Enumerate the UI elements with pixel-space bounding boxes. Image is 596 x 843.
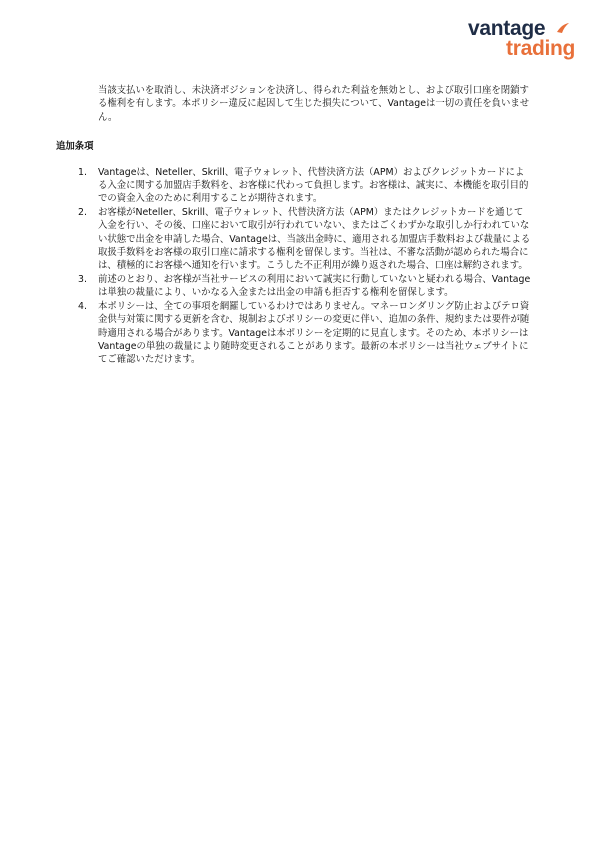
- list-item-text: 前述のとおり、お客様が当社サービスの利用において誠実に行動していないと疑われる場合、Vantageは単独の裁量により、いかなる入金または出金の申請も拒否する権利を留保します。: [98, 273, 531, 299]
- list-item-number: 1.: [78, 166, 87, 178]
- list-item-text: 本ポリシーは、全ての事項を網羅しているわけではありません。マネーロンダリング防止およびテロ資金供与対策に関する更新を含む、規制およびポリシーの変更に伴い、追加の条件、規約または要件が随時適用される場合があります。Vantageは本ポリシーを定期的に見直します。そのため、本ポリシーはVantageの単独の裁量により随時変更されることがあります。最新の本ポリシーは当社ウェブサイトにてご確認いただけます。: [98, 300, 530, 366]
- list-item-number: 3.: [78, 273, 87, 285]
- list-item-number: 4.: [78, 300, 87, 312]
- lead-paragraph: 当該支払いを取消し、未決済ポジションを決済し、得られた利益を無効とし、および取引口座を閉鎖する権利を有します。本ポリシー違反に起因して生じた損失について、Vantageは一切の責任を負いません。: [98, 85, 530, 123]
- logo-swoosh-icon: [556, 22, 570, 34]
- logo-word-vantage: vantage: [468, 17, 546, 40]
- list-item: [56, 206, 532, 273]
- logo-word-trading: trading: [506, 37, 576, 60]
- list-item: [56, 300, 532, 367]
- list-item-number: 2.: [78, 206, 87, 218]
- list-item-text: Vantageは、Neteller、Skrill、電子ウォレット、代替決済方法（APM）およびクレジットカードによる入金に関する加盟店手数料を、お客様に代わって負担します。お客様は、誠実に、本機能を取引目的での資金入金のために利用することが期待されます。: [98, 166, 529, 205]
- document-body: [56, 84, 536, 367]
- vantage-trading-logo: [468, 17, 576, 64]
- list-item-text: お客様がNeteller、Skrill、電子ウォレット、代替決済方法（APM）またはクレジットカードを通じて入金を行い、その後、口座において取引が行われていない、またはごくわずかな取引しか行われていない状態で出金を申請した場合、Vantageは、当該出金時に、適用される加盟店手数料および裁量による取扱手数料をお客様の取引口座に請求する権利を留保します。当社は、不審な活動が認められた場合には、積極的にお客様へ通知を行います。こうした不正利用が繰り返された場合、口座は解約されます。: [98, 206, 531, 272]
- section-title-additional-terms: 追加条項: [56, 141, 94, 153]
- additional-terms-list: [56, 166, 536, 367]
- list-item: [56, 166, 532, 206]
- list-item: [56, 273, 532, 300]
